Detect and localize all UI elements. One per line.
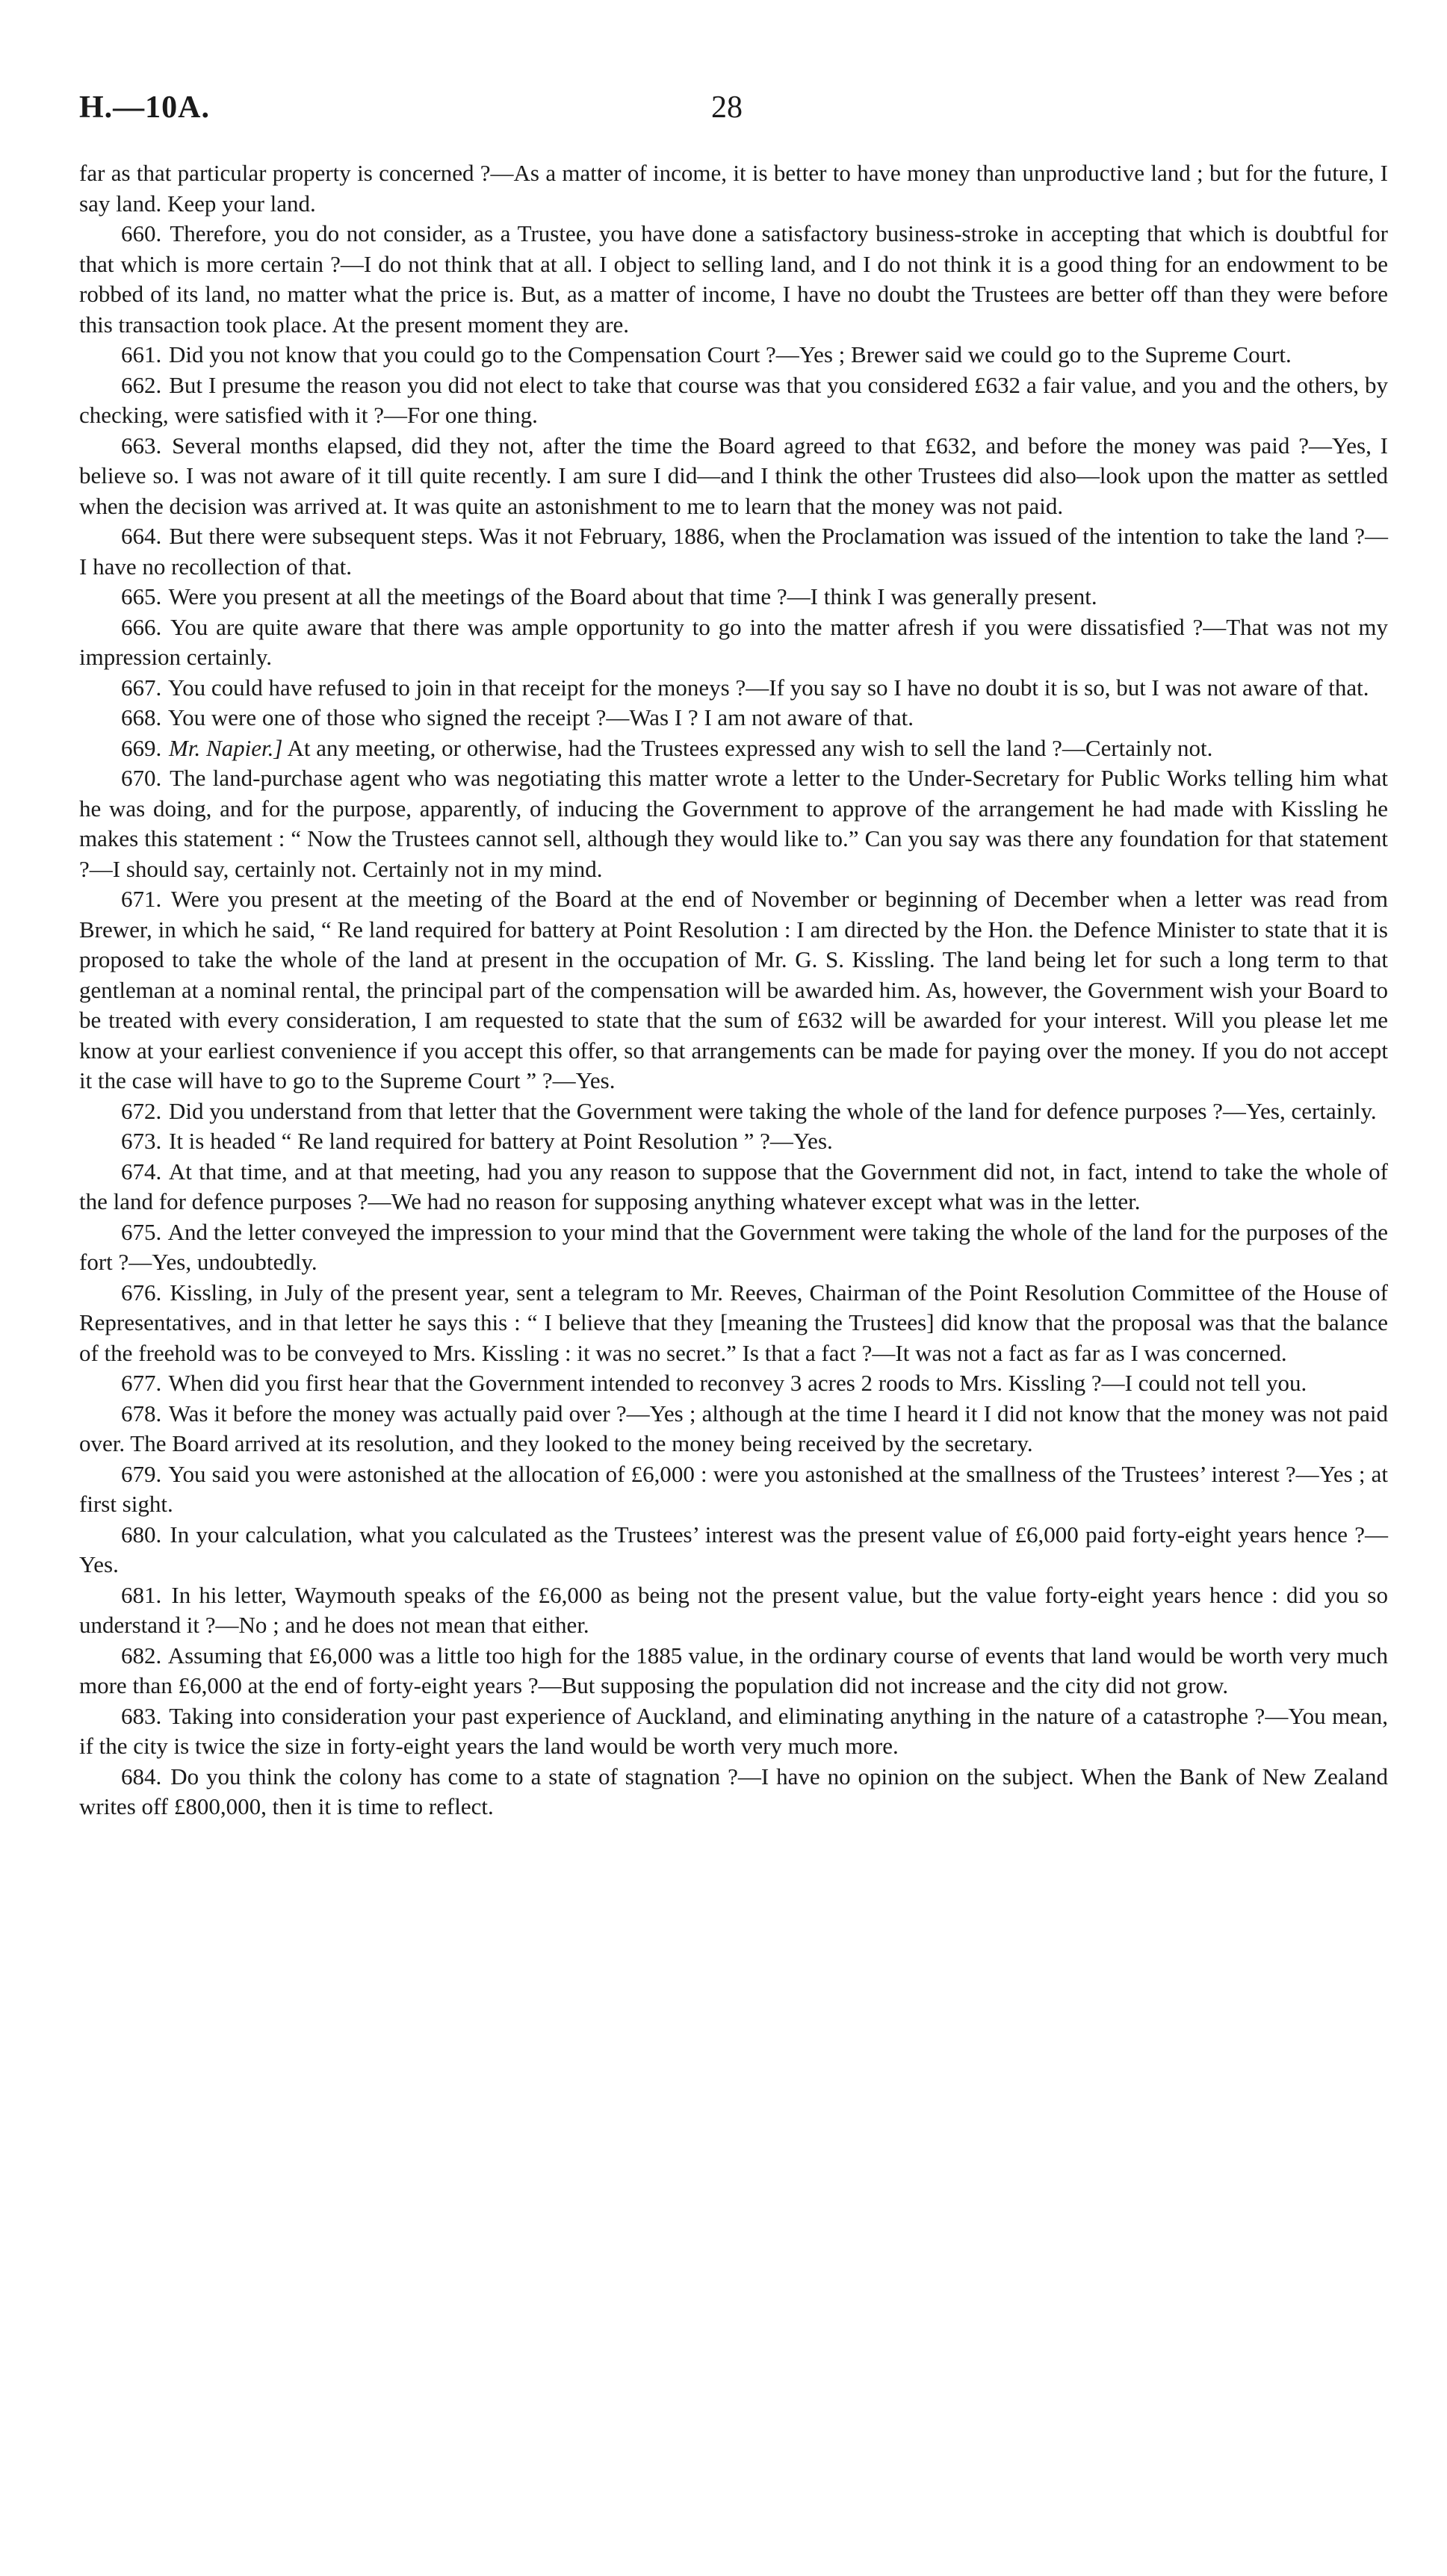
question-684: 684. Do you think the colony has come to a state of stagnation ?—I have no opinion on the subject. When the Bank of New Zealand writes off £800,000, then it is time to reflect.	[79, 1763, 1388, 1819]
question-662: 662. But I presume the reason you did not elect to take that course was that you considered £632 a fair value, and you and the others, by checking, were satisfied with it ?—For one thing.	[79, 371, 1388, 428]
question-681: 681. In his letter, Waymouth speaks of the £6,000 as being not the present value, but the value forty-eight years hence : did you so understand it ?—No ; and he does not mean that either.	[79, 1581, 1388, 1638]
question-676: 676. Kissling, in July of the present year, sent a telegram to Mr. Reeves, Chairman of the Point Resolution Committee of the House of Representatives, and in that letter he says this : “ I believe that they [meaning the Trustees] did know that the proposal was that the balance of the freehold was to be conveyed to Mrs. Kissling : it was no secret.” Is that a fact ?—It was not a fact as far as I was concerned.	[79, 1279, 1388, 1366]
question-663: 663. Several months elapsed, did they not, after the time the Board agreed to that £632, and before the money was paid ?—Yes, I believe so. I was not aware of it till quite recently. I am sure I did—and I think the other Trustees did also—look upon the matter as settled when the decision was arrived at. It was quite an astonishment to me to learn that the money was not paid.	[79, 432, 1389, 519]
question-671: 671. Were you present at the meeting of the Board at the end of November or beginning of December when a letter was read from Brewer, in which he said, “ Re land required for battery at Point Resolution : I am directed by the Hon. the Defence Minister to state that it is proposed to take the whole of the land at present in the occupation of Mr. G. S. Kissling. The land being let for such a long term to that gentleman at a nominal rental, the principal part of the compensation will be awarded him. As, however, the Government wish your Board to be treated with every consideration, I am requested to state that the sum of £632 will be awarded for your interest. Will you please let me know at your earliest convenience if you accept this offer, so that arrangements can be made for paying over the money. If you do not accept it the case will have to go to the Supreme Court ” ?—Yes.	[79, 886, 1388, 1093]
question-678: 678. Was it before the money was actually paid over ?—Yes ; although at the time I heard it I did not know that the money was not paid over. The Board arrived at its resolution, and they looked to the money being received by the secretary.	[79, 1400, 1388, 1456]
page-header	[79, 90, 1388, 142]
question-672: 672. Did you understand from that letter that the Government were taking the whole of the land for defence purposes ?—Yes, certainly.	[121, 1097, 1377, 1124]
document-page	[79, 90, 1388, 1822]
speaker-name: Mr. Napier.]	[169, 734, 283, 761]
question-661: 661. Did you not know that you could go to the Compensation Court ?—Yes ; Brewer said we could go to the Supreme Court.	[121, 341, 1292, 367]
question-665: 665. Were you present at all the meetings of the Board about that time ?—I think I was generally present.	[121, 583, 1097, 609]
question-660: 660. Therefore, you do not consider, as a Trustee, you have done a satisfactory business-stroke in accepting that which is doubtful for that which is more certain ?—I do not think that at all. I object to selling land, and I do not think it is a good thing for an endowment to be robbed of its land, no matter what the price is. But, as a matter of income, I have no doubt the Trustees are better off than they were before this transaction took place. At the present moment they are.	[79, 220, 1388, 338]
question-666: 666. You are quite aware that there was ample opportunity to go into the matter afresh if you were dissatisfied ?—That was not my impression certainly.	[79, 613, 1388, 670]
question-677: 677. When did you first hear that the Government intended to reconvey 3 acres 2 roods to Mrs. Kissling ?—I could not tell you.	[121, 1370, 1307, 1396]
question-675: 675. And the letter conveyed the impression to your mind that the Government were taking the whole of the land for the purposes of the fort ?—Yes, undoubtedly.	[79, 1218, 1388, 1275]
question-668: 668. You were one of those who signed the receipt ?—Was I ? I am not aware of that.	[121, 704, 914, 730]
paragraph-continuation: far as that particular property is concerned ?—As a matter of income, it is better to have money than unproductive land ; but for the future, I say land. Keep your land.	[79, 160, 1388, 217]
question-674: 674. At that time, and at that meeting, had you any reason to suppose that the Government did not, in fact, intend to take the whole of the land for defence purposes ?—We had no reason for supposing anything whatever except what was in the letter.	[79, 1158, 1388, 1214]
body-text	[79, 158, 1388, 1822]
document-reference: H.—10A.	[79, 90, 210, 125]
question-682: 682. Assuming that £6,000 was a little too high for the 1885 value, in the ordinary course of events that land would be worth very much more than £6,000 at the end of forty-eight years ?—But supposing the population did not increase and the city did not grow.	[79, 1642, 1389, 1698]
question-683: 683. Taking into consideration your past experience of Auckland, and eliminating anything in the nature of a catastrophe ?—You mean, if the city is twice the size in forty-eight years the land would be worth very much more.	[79, 1702, 1388, 1759]
question-679: 679. You said you were astonished at the allocation of £6,000 : were you astonished at the smallness of the Trustees’ interest ?—Yes ; at first sight.	[79, 1460, 1388, 1517]
question-667: 667. You could have refused to join in that receipt for the moneys ?—If you say so I have no doubt it is so, but I was not aware of that.	[121, 674, 1369, 701]
page-number: 28	[711, 90, 743, 125]
question-680: 680. In your calculation, what you calculated as the Trustees’ interest was the present value of £6,000 paid forty-eight years hence ?—Yes.	[79, 1521, 1388, 1577]
question-670: 670. The land-purchase agent who was negotiating this matter wrote a letter to the Under-Secretary for Public Works telling him what he was doing, and for the purpose, apparently, of inducing the Government to approve of the arrangement he had made with Kissling he makes this statement : “ Now the Trustees cannot sell, although they would like to.” Can you say was there any foundation for that statement ?—I should say, certainly not. Certainly not in my mind.	[79, 765, 1388, 882]
question-669: 669. Mr. Napier.] At any meeting, or otherwise, had the Trustees expressed any wish to sell the land ?—Certainly not.	[121, 734, 1213, 761]
question-673: 673. It is headed “ Re land required for battery at Point Resolution ” ?—Yes.	[121, 1128, 833, 1154]
question-664: 664. But there were subsequent steps. Was it not February, 1886, when the Proclamation was issued of the intention to take the land ?—I have no recollection of that.	[79, 523, 1389, 580]
